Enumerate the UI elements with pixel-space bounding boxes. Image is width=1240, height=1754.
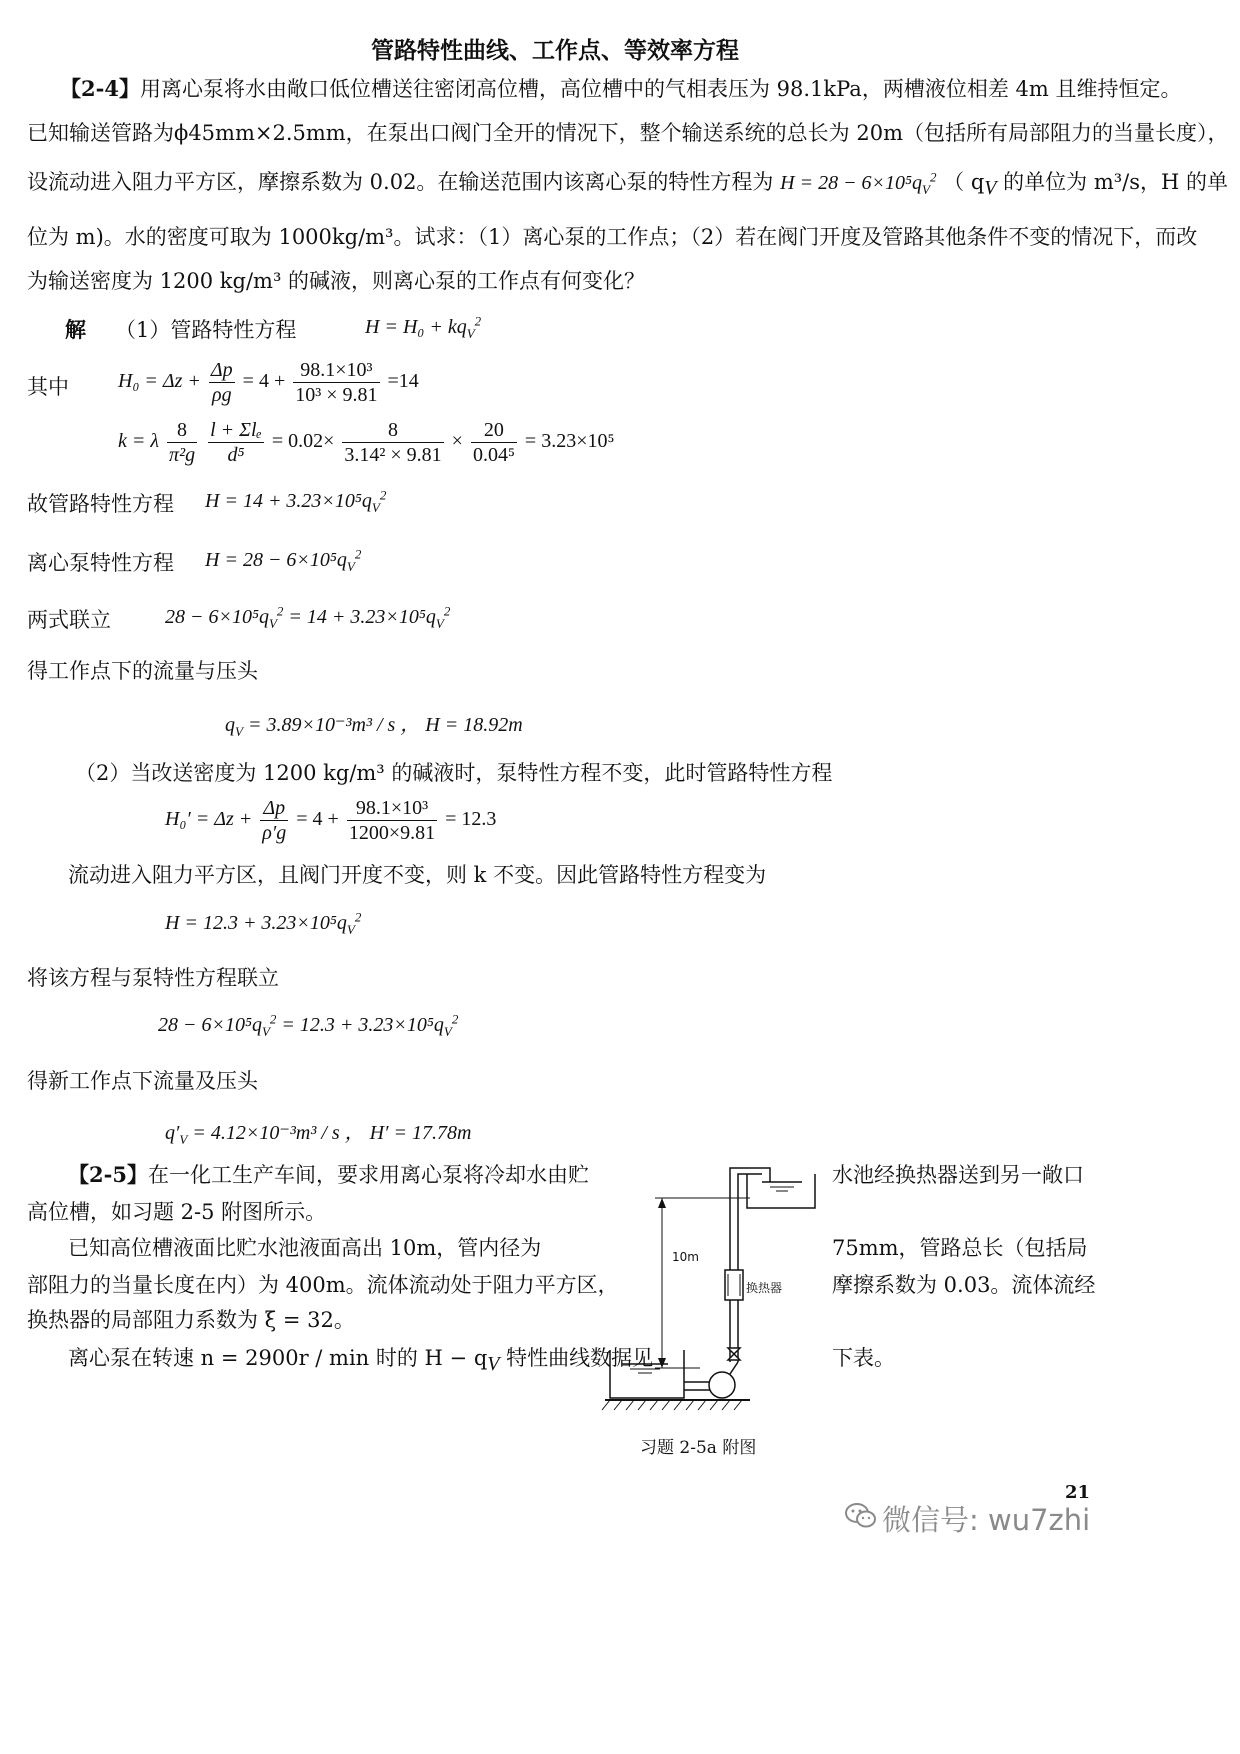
result-equation: $q_V = 3.89\times 10^{-3}m^3 / s$ ， H = 18.92m: [225, 714, 523, 739]
problem-2-5-line-6-left: 离心泵在转速 n = 2900r / min 时的 $H - q_V$ 特性曲线数据见: [68, 1346, 654, 1376]
k-fraction-2: $\frac{\text{l + Σlₑ}}{\text{d⁵}}$: [210, 419, 262, 466]
h0p-fraction-1: $\frac{\Delta p}{\rho'g}$: [262, 797, 287, 844]
discharge-pipe: [730, 1168, 770, 1362]
h0-fraction-1: $\frac{\Delta p}{\rho g}$: [210, 359, 233, 406]
h0p-fraction-2: $\frac{\text{98.1×10³}}{1200\times 9.81}$: [348, 797, 436, 844]
problem-2-4-line-5: 为输送密度为 1200 kg/m³ 的碱液，则离心泵的工作点有何变化？: [27, 269, 646, 293]
flow-text: 流动进入阻力平方区，且阀门开度不变，则 k 不变。因此管路特性方程变为: [68, 863, 767, 887]
problem-2-5-line-2: 高位槽，如习题 2-5 附图所示。: [27, 1200, 327, 1224]
part2-text: （2）当改送密度为 1200 kg/m³ 的碱液时，泵特性方程不变，此时管路特性方程: [75, 761, 833, 785]
exchanger-label: 换热器: [746, 1281, 783, 1295]
pipe-equation: $H = 14 + 3.23\times 10^5q_V^2$: [205, 487, 387, 515]
problem-2-4-line-4: 位为 m)。水的密度可取为 1000kg/m³。试求：（1）离心泵的工作点；（2）若在阀门开度及管路其他条件不变的情况下，而改: [27, 225, 1198, 249]
pipe-general-equation: $H = H_0 + kq_V^2$: [365, 313, 482, 341]
new-pipe-equation: $H = 12.3 + 3.23\times 10^5q_V^2$: [165, 909, 362, 937]
problem-2-5-label: 【2-5】: [68, 1162, 148, 1187]
pump-system-diagram: [600, 1160, 830, 1420]
problem-2-5-line-1-right: 水池经换热器送到另一敞口: [832, 1163, 1084, 1187]
problem-2-5-line-4-right: 摩擦系数为 0.03。流体流经: [832, 1273, 1096, 1297]
page-number: 21: [1065, 1482, 1091, 1503]
combine2-label: 将该方程与泵特性方程联立: [27, 966, 279, 990]
figure-caption: 习题 2-5a 附图: [640, 1438, 757, 1458]
combine2-equation: $28 - 6\times 10^5q_V^2 = 12.3 + 3.23\times 10^5q_V^2$: [158, 1011, 459, 1039]
problem-2-5-line-5: 换热器的局部阻力系数为 ξ = 32。: [27, 1308, 355, 1332]
problem-2-4-line-1: 【2-4】用离心泵将水由敞口低位槽送往密闭高位槽，高位槽中的气相表压为 98.1kPa，两槽液位相差 4m 且维持恒定。: [60, 76, 1182, 101]
h0-equation: H₀ = Δz + $\frac{\Delta p}{\rho g}$ = 4 + $\frac{\text{98.1×10³}}{\text{10³ × 9.81}}$ =14: [118, 359, 419, 406]
wechat-icon: [845, 1502, 877, 1530]
watermark: 微信号: wu7zhi: [882, 1503, 1091, 1537]
pipe-eq-label: 故管路特性方程: [27, 492, 174, 516]
problem-2-4-label: 【2-4】: [60, 76, 140, 101]
k-equation: k = λ $\frac{8}{\text{π²g}}$ $\frac{\text{l + Σlₑ}}{\text{d⁵}}$ = 0.02× $\frac{8}{\text{3.14² × 9.81}}$ × $\frac{20}{\text{0.04⁵}}$ = 3.23×10⁵: [118, 419, 615, 466]
problem-2-5-line-6-right: 下表。: [832, 1346, 895, 1370]
new-result-equation: $q'_V = 4.12\times 10^{-3}m^3 / s$ ， H′ = 17.78m: [165, 1122, 472, 1147]
page-title: 管路特性曲线、工作点、等效率方程: [371, 38, 739, 64]
lower-tank: [610, 1350, 684, 1398]
height-label: 10m: [672, 1250, 699, 1264]
combine-label: 两式联立: [27, 608, 111, 632]
problem-2-5-line-4-left: 部阻力的当量长度在内）为 400m。流体流动处于阻力平方区，: [27, 1273, 619, 1297]
pump-eq-label: 离心泵特性方程: [27, 551, 174, 575]
new-result-label: 得新工作点下流量及压头: [27, 1069, 258, 1093]
h0-fraction-2: $\frac{\text{98.1×10³}}{\text{10³ × 9.81}}$: [295, 359, 378, 406]
result-label: 得工作点下的流量与压头: [27, 659, 258, 683]
pump: [709, 1372, 735, 1398]
solution-jie: 解: [65, 317, 86, 342]
h0-prime-equation: H₀′ = Δz + $\frac{\Delta p}{\rho'g}$ = 4 + $\frac{\text{98.1×10³}}{1200\times 9.81}$ = 12.3: [165, 797, 497, 844]
pump-equation: $H = 28 - 6\times 10^5q_V^2$: [205, 546, 362, 574]
k-fraction-1: $\frac{8}{\text{π²g}}$: [169, 419, 196, 466]
problem-2-5-line-1-left: 【2-5】在一化工生产车间，要求用离心泵将冷却水由贮: [68, 1162, 589, 1187]
problem-2-4-line-2: 已知输送管路为ϕ45mm×2.5mm，在泵出口阀门全开的情况下，整个输送系统的总长为 20m（包括所有局部阻力的当量长度），: [27, 121, 1229, 145]
combine-equation: $28 - 6\times 10^5q_V^2 = 14 + 3.23\times 10^5q_V^2$: [165, 603, 451, 631]
pump-equation-inline: $H = 28 - 6\times 10^5q_V^2$: [780, 169, 937, 197]
problem-2-4-line-3: 设流动进入阻力平方区，摩擦系数为 0.02。在输送范围内该离心泵的特性方程为 $H = 28 - 6\times 10^5q_V^2$ （ $q_V$ 的单位为 m³/s，H 的单: [27, 169, 1229, 200]
qizhong-label: 其中: [27, 375, 69, 399]
problem-2-5-line-3-left: 已知高位槽液面比贮水池液面高出 10m，管内径为: [68, 1236, 542, 1260]
problem-2-5-line-3-right: 75mm，管路总长（包括局: [832, 1236, 1088, 1260]
part1-label: （1）管路特性方程: [115, 318, 297, 342]
k-fraction-3: $\frac{8}{\text{3.14² × 9.81}}$: [344, 419, 442, 466]
k-fraction-4: $\frac{20}{\text{0.04⁵}}$: [472, 419, 515, 466]
